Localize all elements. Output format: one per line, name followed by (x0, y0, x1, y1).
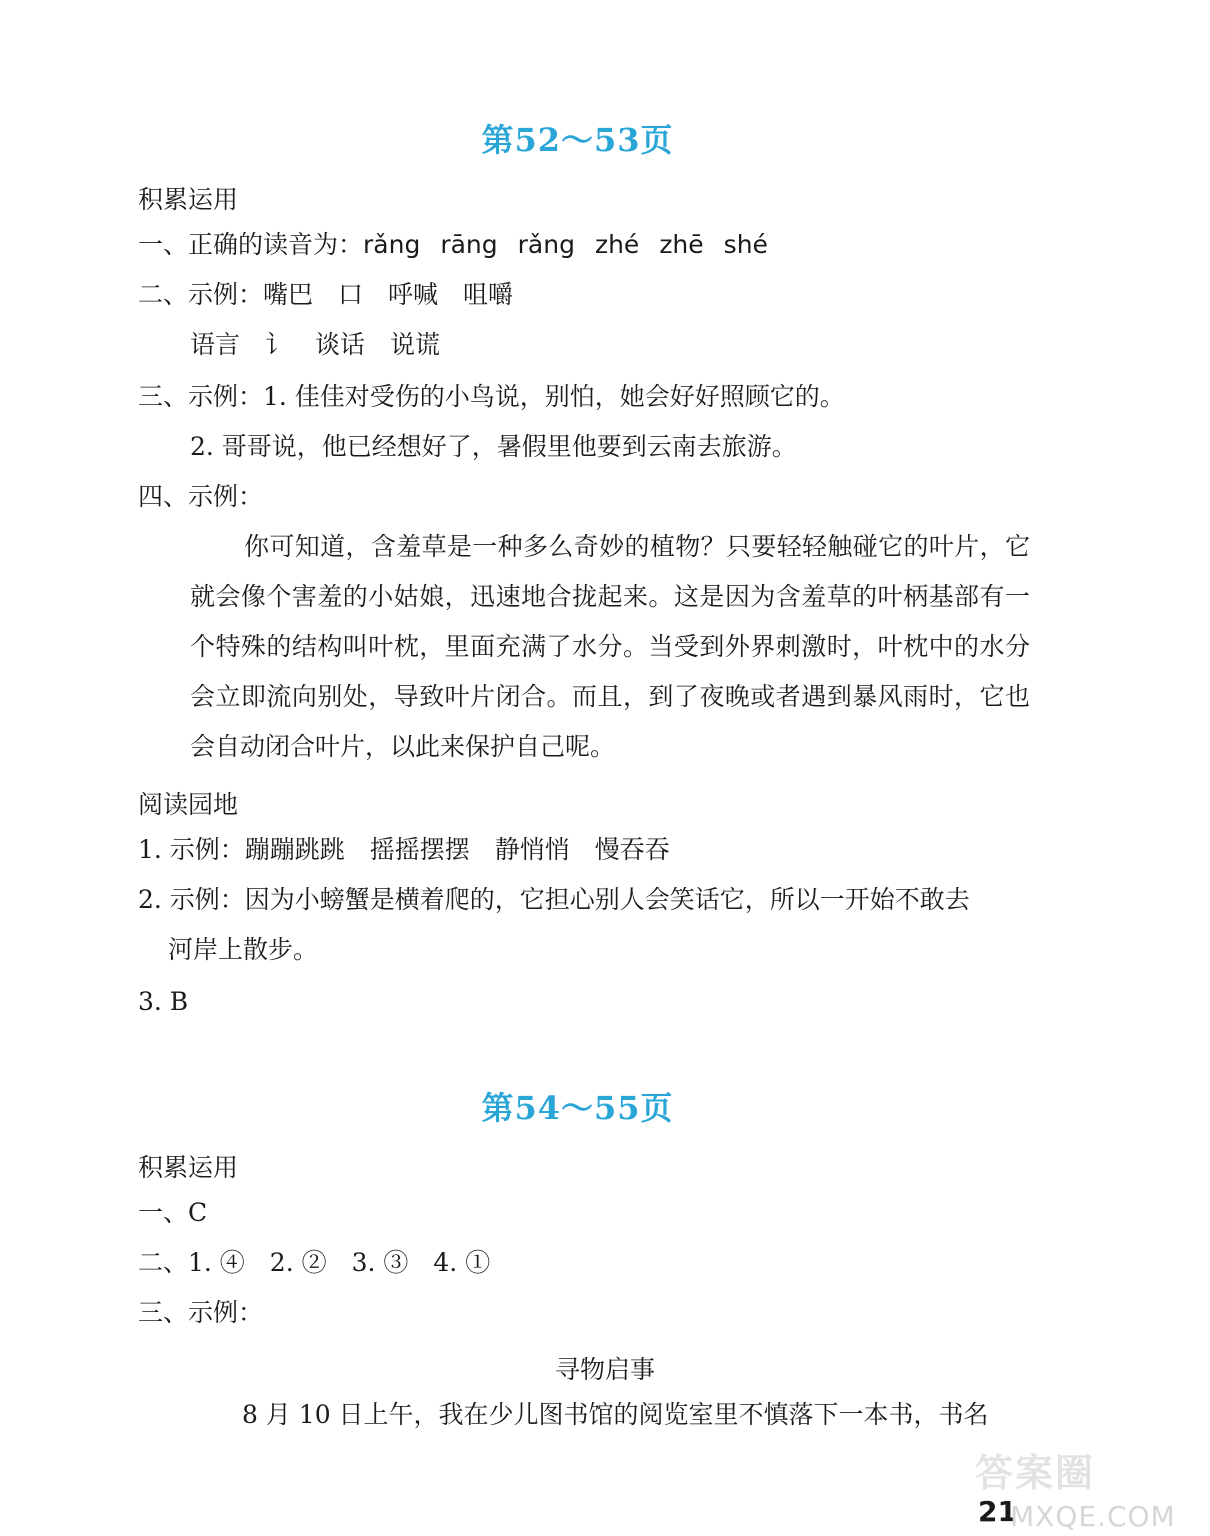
question-1-label: 一、正确的读音为： (138, 230, 364, 259)
pinyin-5: zhē (659, 230, 704, 259)
pinyin-1: rǎng (363, 230, 421, 259)
section-heading-reading: 阅读园地 (138, 790, 239, 819)
page-number: 21 (978, 1495, 1017, 1528)
question-2-line-2: 语言 讠 谈话 说谎 (190, 330, 441, 359)
page-title-54-55: 第54～55页 (481, 1089, 674, 1127)
notice-line-1: 8 月 10 日上午，我在少儿图书馆的阅览室里不慎落下一本书，书名 (242, 1400, 989, 1429)
pinyin-6: shé (723, 230, 768, 259)
reading-answer-3: 3. B (138, 987, 189, 1016)
question-4-label: 四、示例： (138, 482, 264, 511)
question-4-paragraph: 你可知道，含羞草是一种多么奇妙的植物？只要轻轻触碰它的叶片，它就会像个害羞的小姑娘，迅速地合拢起来。这是因为含羞草的叶柄基部有一个特殊的结构叫叶枕，里面充满了水分。当受到外界刺激时，叶枕中的水分会立即流向别处，导致叶片闭合。而且，到了夜晚或者遇到暴风雨时，它也会自动闭合叶片，以此来保护自己呢。 (190, 532, 1030, 761)
notice-title: 寻物启事 (554, 1355, 655, 1384)
question-2-answer: 二、1. ④ 2. ② 3. ③ 4. ① (138, 1248, 491, 1277)
pinyin-4: zhé (594, 230, 640, 259)
reading-answer-2-line-1: 2. 示例：因为小螃蟹是横着爬的，它担心别人会笑话它，所以一开始不敢去 (138, 885, 970, 914)
watermark-url: MXQE.COM (1010, 1500, 1176, 1533)
watermark-logo: 答案圈 (975, 1451, 1096, 1495)
pinyin-3: rǎng (517, 230, 575, 259)
reading-answer-1: 1. 示例：蹦蹦跳跳 摇摇摆摆 静悄悄 慢吞吞 (138, 835, 670, 864)
question-3-line-2: 2. 哥哥说，他已经想好了，暑假里他要到云南去旅游。 (190, 432, 797, 461)
section-heading-accumulation: 积累运用 (138, 185, 239, 214)
question-1-pinyin (138, 230, 768, 260)
pinyin-2: rāng (440, 230, 498, 259)
question-3-label: 三、示例： (138, 1298, 264, 1327)
reading-answer-2-line-2: 河岸上散步。 (168, 935, 319, 964)
page-title-52-53: 第52～53页 (481, 121, 674, 159)
section-heading-accumulation-2: 积累运用 (138, 1153, 239, 1182)
question-3-line-1: 三、示例：1. 佳佳对受伤的小鸟说，别怕，她会好好照顾它的。 (138, 382, 845, 411)
question-2-line-1: 二、示例：嘴巴 口 呼喊 咀嚼 (138, 280, 514, 309)
question-1-answer: 一、C (138, 1198, 208, 1227)
